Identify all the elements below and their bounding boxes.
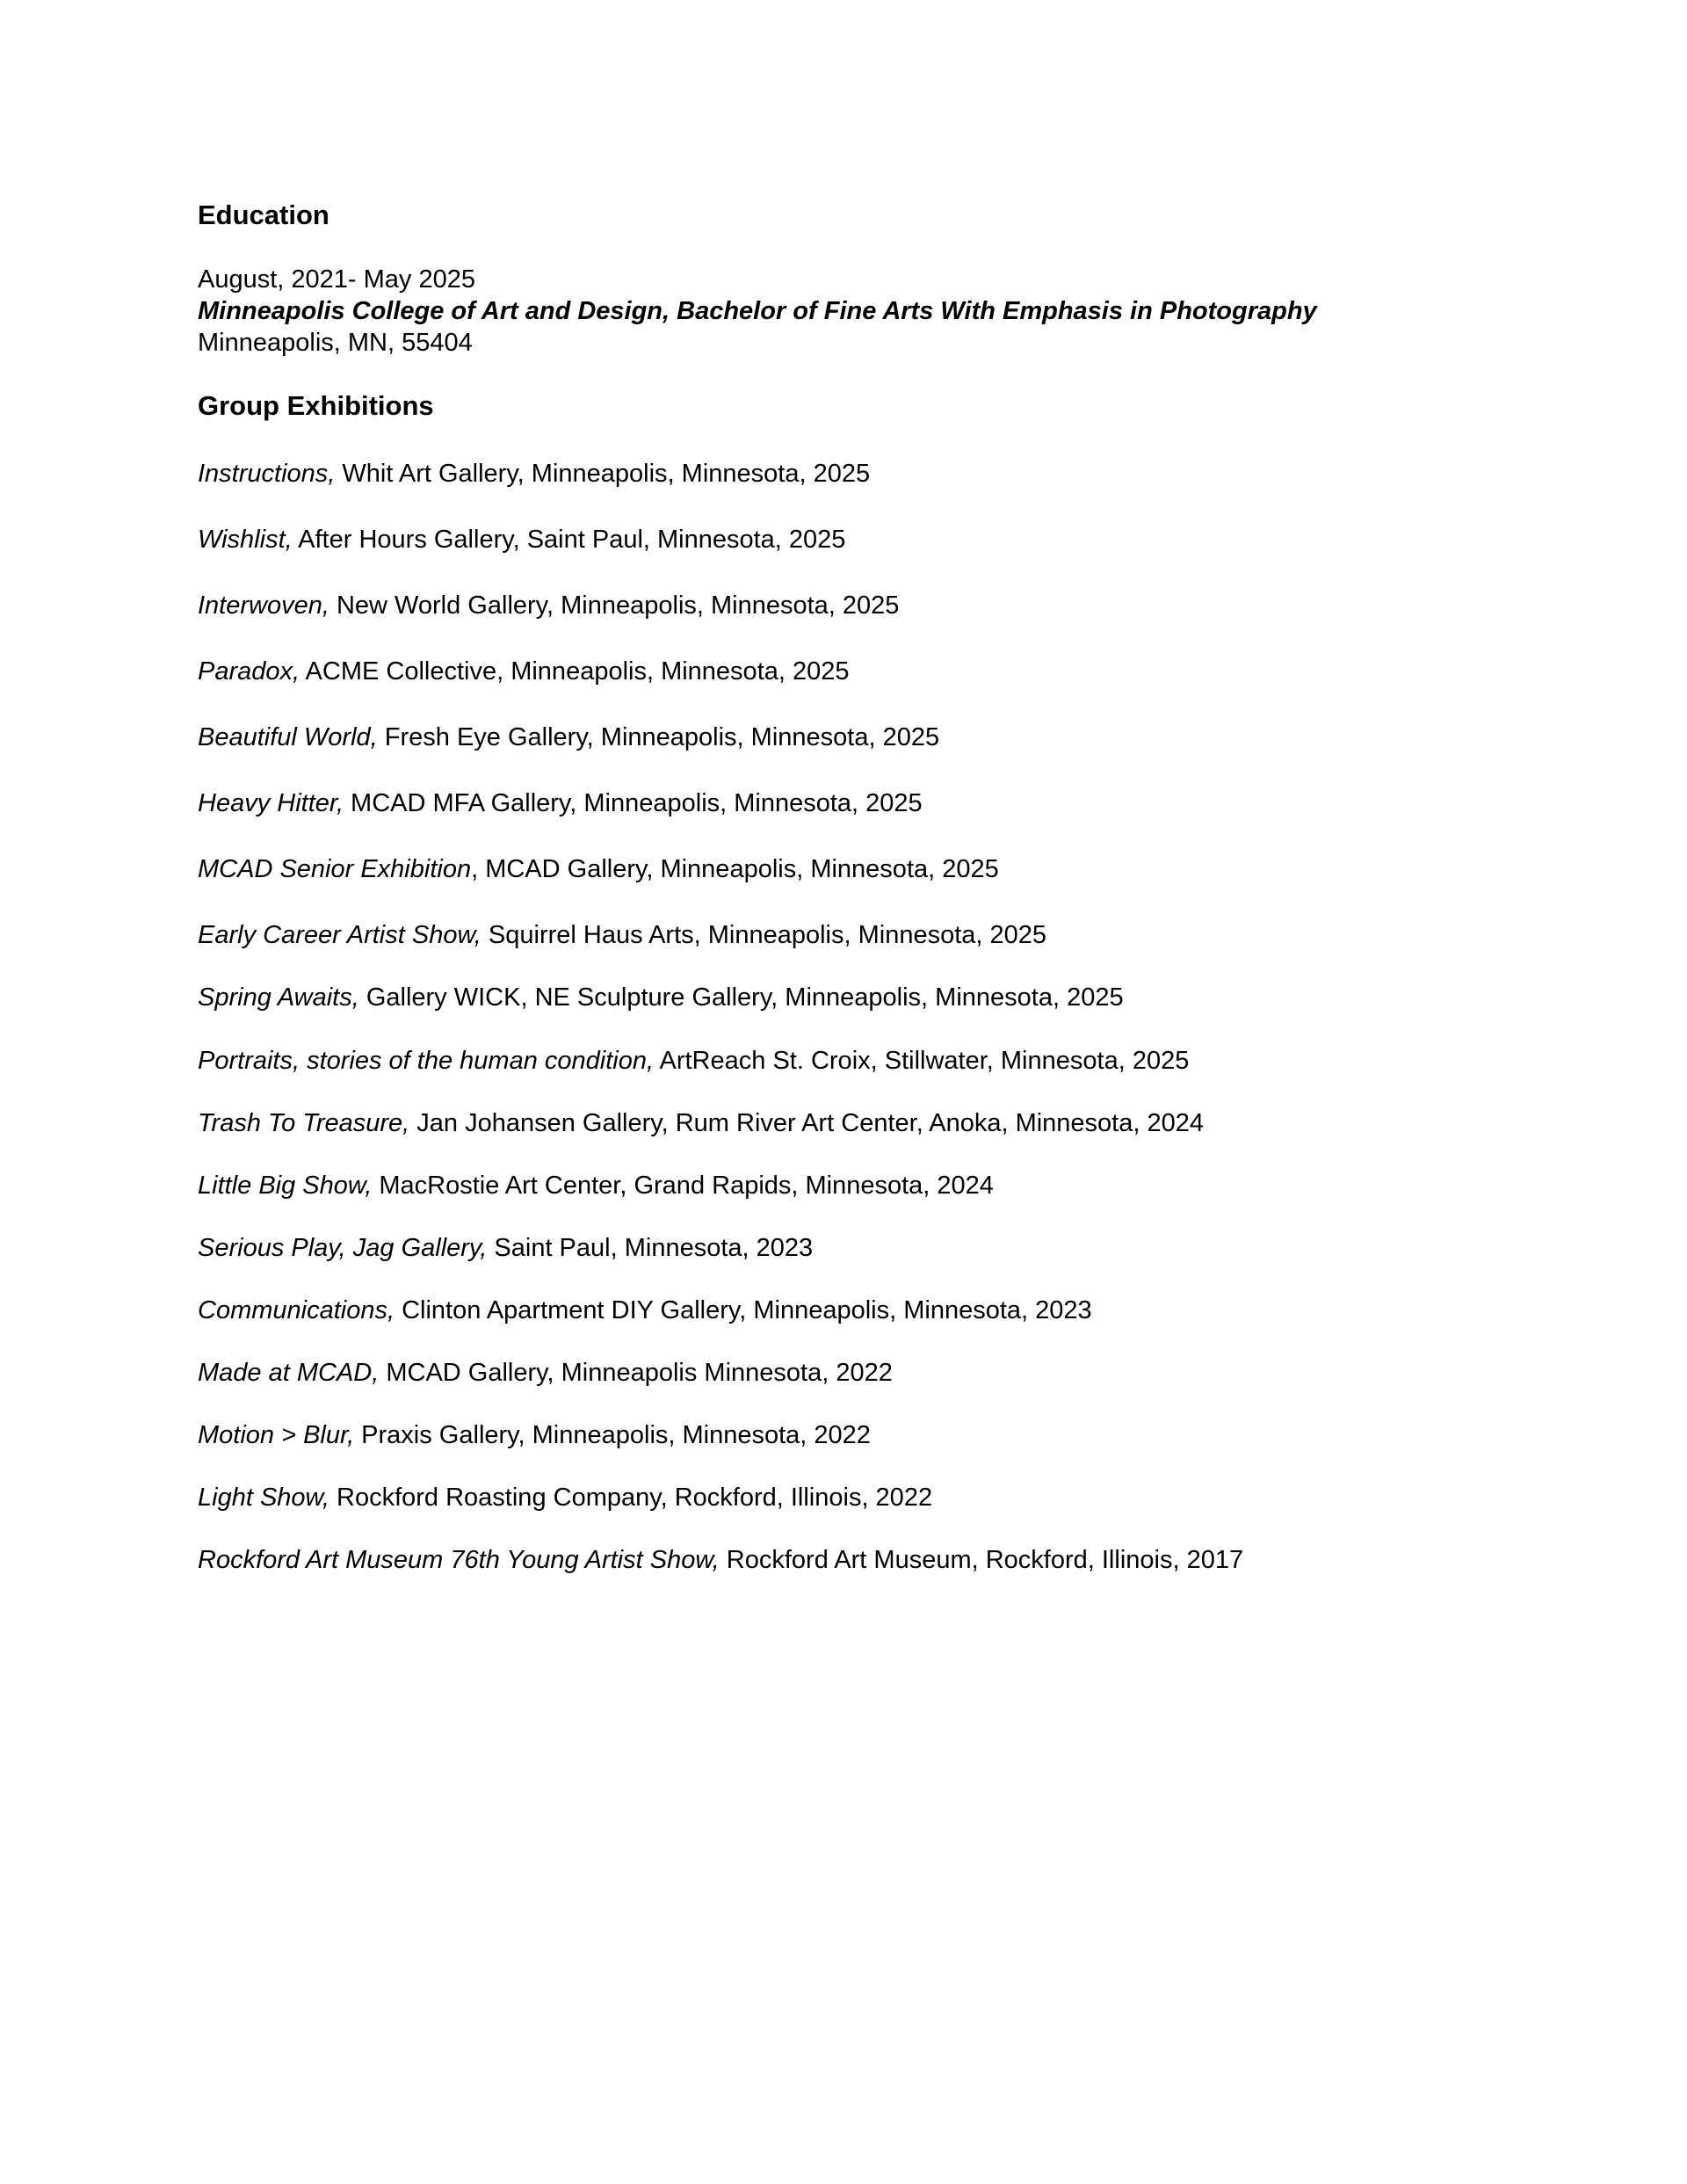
- exhibition-details: Gallery WICK, NE Sculpture Gallery, Minneapolis, Minnesota, 2025: [358, 983, 1124, 1012]
- exhibition-details: After Hours Gallery, Saint Paul, Minnesota, 2025: [292, 526, 846, 554]
- exhibition-item: [198, 1419, 871, 1451]
- exhibition-details: MCAD MFA Gallery, Minneapolis, Minnesota, 2025: [344, 789, 923, 817]
- exhibition-title: Heavy Hitter,: [198, 789, 344, 817]
- exhibition-details: Fresh Eye Gallery, Minneapolis, Minnesota, 2025: [377, 723, 940, 751]
- education-dates: August, 2021- May 2025: [198, 265, 475, 294]
- exhibition-details: , MCAD Gallery, Minneapolis, Minnesota, 2025: [471, 855, 999, 883]
- exhibition-details: Squirrel Haus Arts, Minneapolis, Minnesota, 2025: [481, 921, 1047, 949]
- exhibition-title: Light Show,: [198, 1484, 329, 1512]
- exhibition-details: Whit Art Gallery, Minneapolis, Minnesota, 2025: [335, 460, 871, 488]
- exhibition-details: Rockford Roasting Company, Rockford, Illinois, 2022: [329, 1484, 933, 1512]
- exhibition-item: [198, 1232, 813, 1264]
- exhibition-item: [198, 656, 850, 687]
- exhibition-details: ACME Collective, Minneapolis, Minnesota, 2025: [300, 657, 850, 686]
- exhibition-item: [198, 1107, 1204, 1139]
- exhibition-title: Spring Awaits,: [198, 983, 359, 1012]
- group-exhibitions-heading: Group Exhibitions: [198, 390, 434, 421]
- exhibition-item: [198, 1482, 932, 1513]
- exhibition-title: Portraits, stories of the human condition,: [198, 1047, 655, 1075]
- exhibition-title: Interwoven,: [198, 591, 329, 620]
- exhibition-title: Made at MCAD,: [198, 1359, 380, 1387]
- exhibition-title: Motion > Blur,: [198, 1421, 355, 1449]
- exhibition-title: Little Big Show,: [198, 1172, 373, 1200]
- exhibition-details: Clinton Apartment DIY Gallery, Minneapolis, Minnesota, 2023: [395, 1296, 1092, 1324]
- exhibition-title: Early Career Artist Show,: [198, 921, 481, 949]
- exhibition-item: [198, 458, 870, 490]
- exhibition-title: MCAD Senior Exhibition: [198, 855, 472, 883]
- exhibition-item: [198, 787, 923, 819]
- exhibition-item: [198, 853, 999, 885]
- exhibition-item: [198, 1295, 1092, 1326]
- exhibition-item: [198, 982, 1124, 1013]
- exhibition-item: [198, 1357, 893, 1389]
- exhibition-details: Saint Paul, Minnesota, 2023: [487, 1234, 814, 1262]
- exhibition-title: Rockford Art Museum 76th Young Artist Show,: [198, 1546, 720, 1574]
- education-location: Minneapolis, MN, 55404: [198, 329, 473, 357]
- exhibition-details: New World Gallery, Minneapolis, Minnesota, 2025: [329, 591, 900, 620]
- exhibition-item: [198, 1544, 1243, 1576]
- exhibition-item: [198, 722, 939, 753]
- exhibition-item: [198, 590, 899, 621]
- exhibition-title: Communications,: [198, 1296, 395, 1324]
- education-heading: Education: [198, 200, 329, 230]
- exhibition-details: Praxis Gallery, Minneapolis, Minnesota, 2022: [354, 1421, 871, 1449]
- exhibition-item: [198, 919, 1046, 951]
- education-school: Minneapolis College of Art and Design, Bachelor of Fine Arts With Emphasis in Photography: [198, 297, 1317, 325]
- exhibition-title: Trash To Treasure,: [198, 1109, 410, 1137]
- exhibition-details: MCAD Gallery, Minneapolis Minnesota, 2022: [379, 1359, 893, 1387]
- exhibition-title: Beautiful World,: [198, 723, 378, 751]
- exhibition-item: [198, 1045, 1189, 1077]
- exhibition-details: ArtReach St. Croix, Stillwater, Minnesota, 2025: [654, 1047, 1190, 1075]
- exhibition-item: [198, 1170, 994, 1201]
- exhibition-title: Wishlist,: [198, 526, 293, 554]
- exhibition-details: Rockford Art Museum, Rockford, Illinois, 2017: [719, 1546, 1244, 1574]
- exhibition-title: Serious Play, Jag Gallery,: [198, 1234, 488, 1262]
- exhibition-title: Instructions,: [198, 460, 336, 488]
- exhibition-title: Paradox,: [198, 657, 300, 686]
- exhibition-details: Jan Johansen Gallery, Rum River Art Center, Anoka, Minnesota, 2024: [409, 1109, 1204, 1137]
- exhibition-item: [198, 524, 845, 555]
- exhibition-details: MacRostie Art Center, Grand Rapids, Minnesota, 2024: [372, 1172, 994, 1200]
